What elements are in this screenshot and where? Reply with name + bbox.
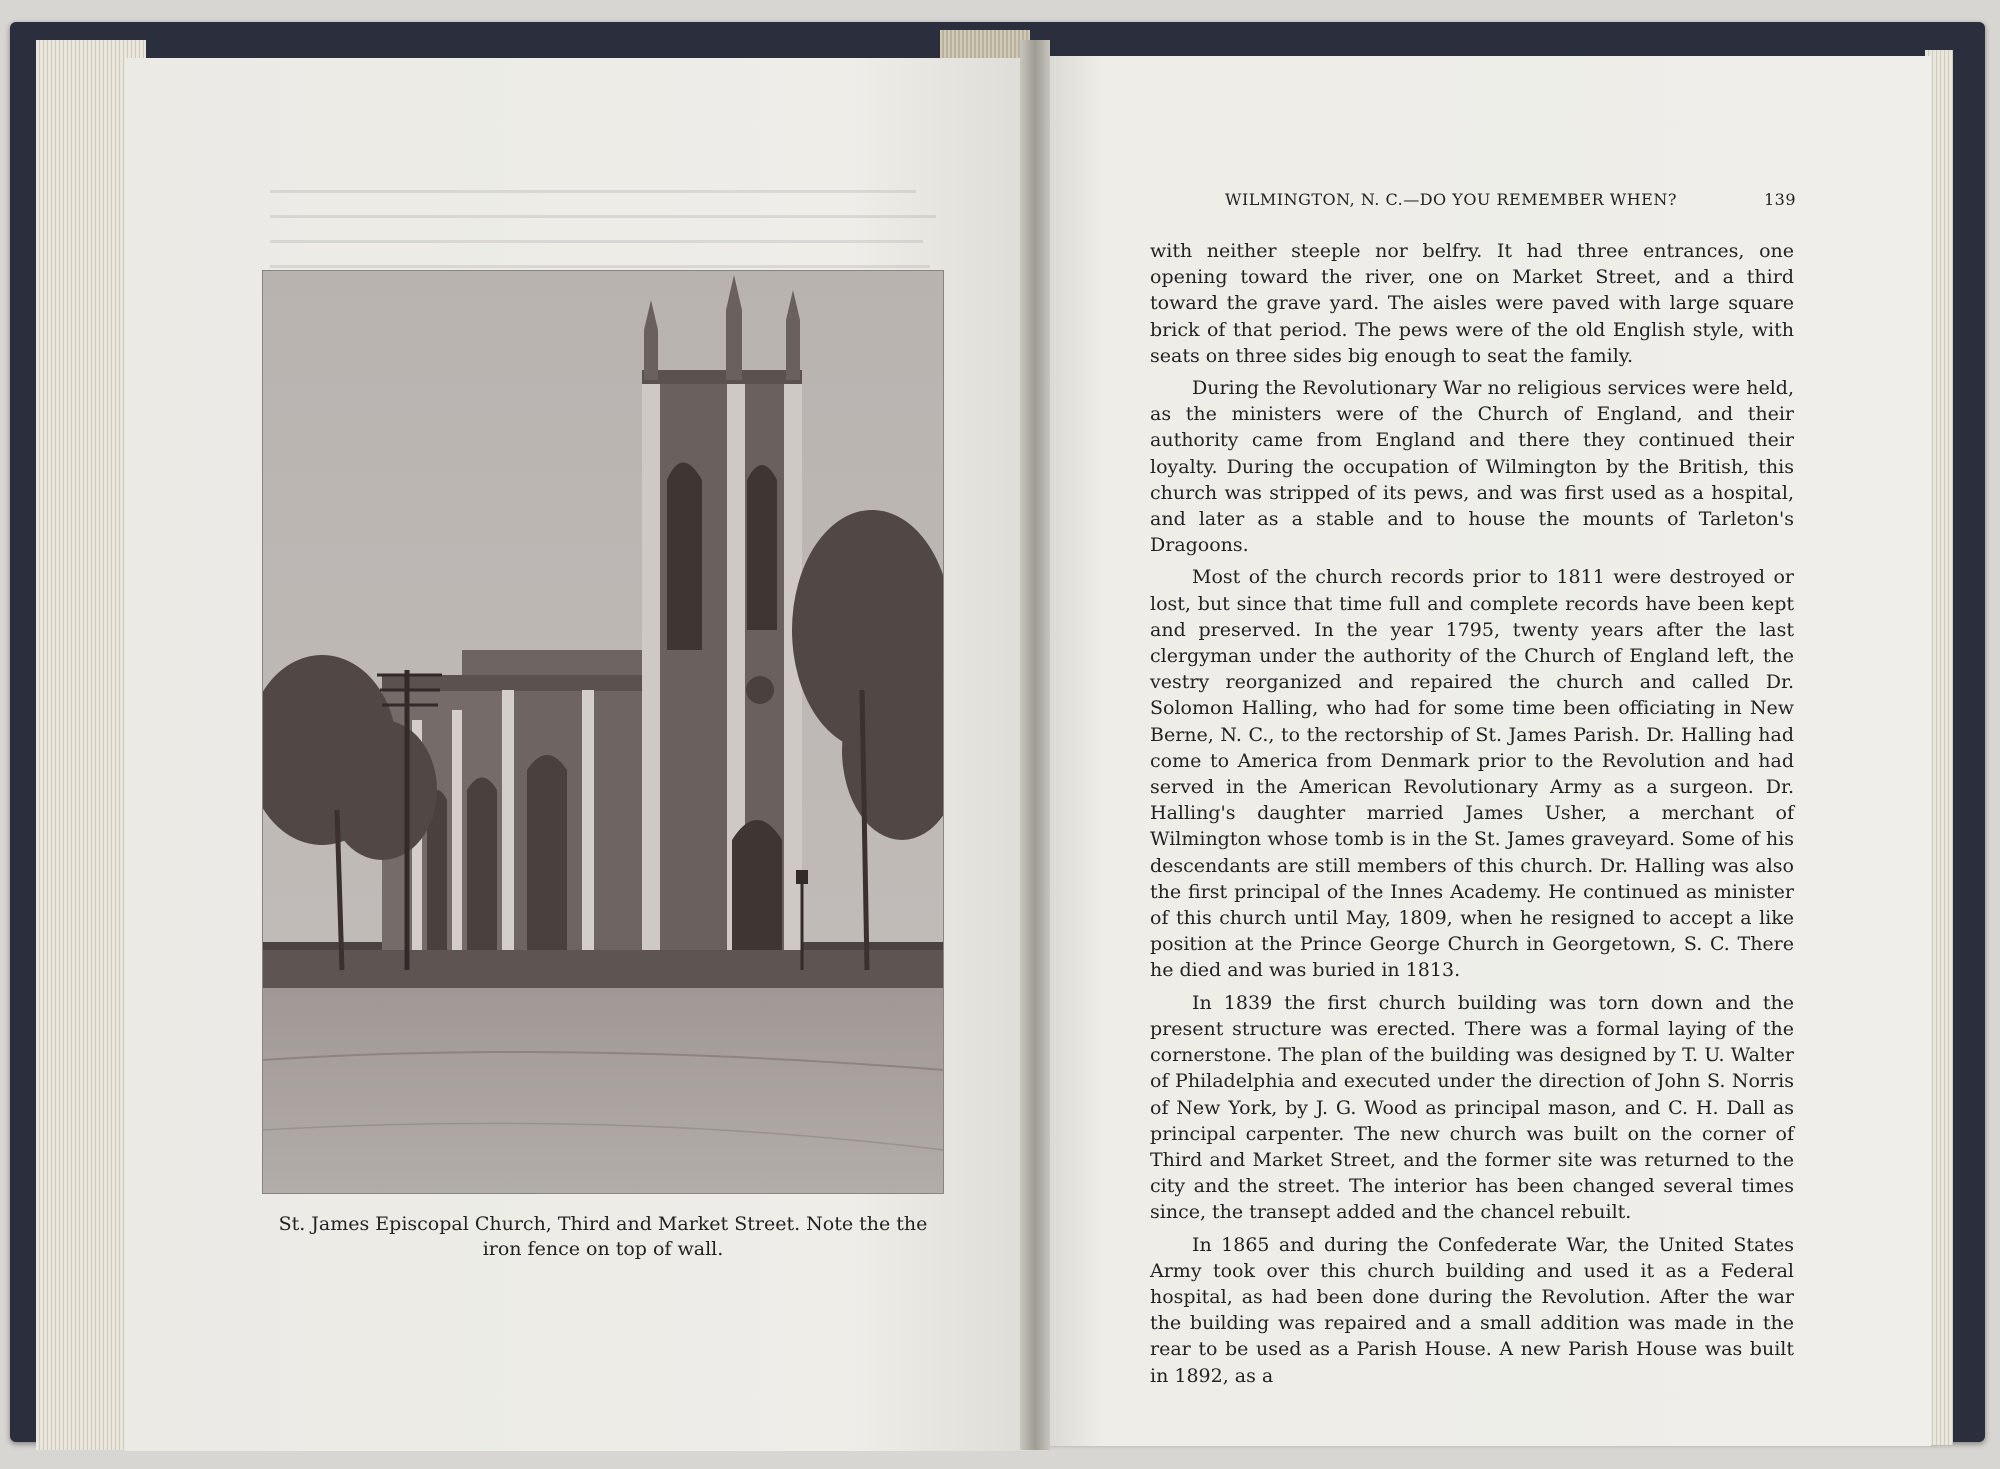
running-head-title: WILMINGTON, N. C.—DO YOU REMEMBER WHEN? (1225, 190, 1677, 209)
page-number: 139 (1763, 190, 1796, 209)
church-photo (262, 270, 944, 1194)
spine-binding (940, 30, 1030, 58)
paragraph: In 1839 the first church building was torn down and the present structure was erected. There was a formal laying of the cornerstone. The plan of the building was designed by T. U. Walter of Philadelphia and executed under the direction of John S. Norris of New York, by J. G. Wood as principal mason, and C. H. Dall as principal carpenter. The new church was built on the corner of Third and Market Street, and the former site was returned to the city and the street. The interior has been changed several times since, the transept added and the chancel rebuilt. (1150, 991, 1794, 1224)
photo-caption: St. James Episcopal Church, Third and Market Street. Note the the iron fence on top of wall. (278, 1213, 928, 1260)
paragraph: In 1865 and during the Confederate War, the United States Army took over this church building and used it as a Federal hospital, as had been done during the Revolution. After the war the building was repaired and a small addition was made in the rear to be used as a Parish House. A new Parish House was built in 1892, as a (1150, 1233, 1794, 1387)
church-photo-illustration (262, 270, 944, 1194)
book-gutter (1020, 40, 1050, 1450)
paragraph: During the Revolutionary War no religious services were held, as the ministers were of the Church of England, and their authority came from England and there they continued their loyalty. During the occupation of Wilmington by the British, this church was stripped of its pews, and was first used as a hospital, and later as a stable and to house the mounts of Tarleton's Dragoons. (1150, 377, 1794, 557)
body-text (1150, 238, 1794, 1395)
paragraph: Most of the church records prior to 1811 were destroyed or lost, but since that time full and complete records have been kept and preserved. In the year 1795, twenty years after the last clergyman under the authority of the Church of England left, the vestry reorganized and repaired the church and called Dr. Solomon Halling, who had for some time been officiating in New Berne, N. C., to the rectorship of St. James Parish. Dr. Halling had come to America from Denmark prior to the Revolution and had served in the American Revolutionary Army as a surgeon. Dr. Halling's daughter married James Usher, a merchant of Wilmington whose tomb is in the St. James graveyard. Some of his descendants are still members of this church. Dr. Halling was also the first principal of the Innes Academy. He continued as minister of this church until May, 1809, when he resigned to accept a like position at the Prince George Church in Georgetown, S. C. There he died and was buried in 1813. (1150, 566, 1794, 982)
paragraph: with neither steeple nor belfry. It had three entrances, one opening toward the river, one on Market Street, and a third toward the grave yard. The aisles were paved with large square brick of that period. The pews were of the old English style, with seats on three sides big enough to seat the family. (1150, 240, 1794, 367)
